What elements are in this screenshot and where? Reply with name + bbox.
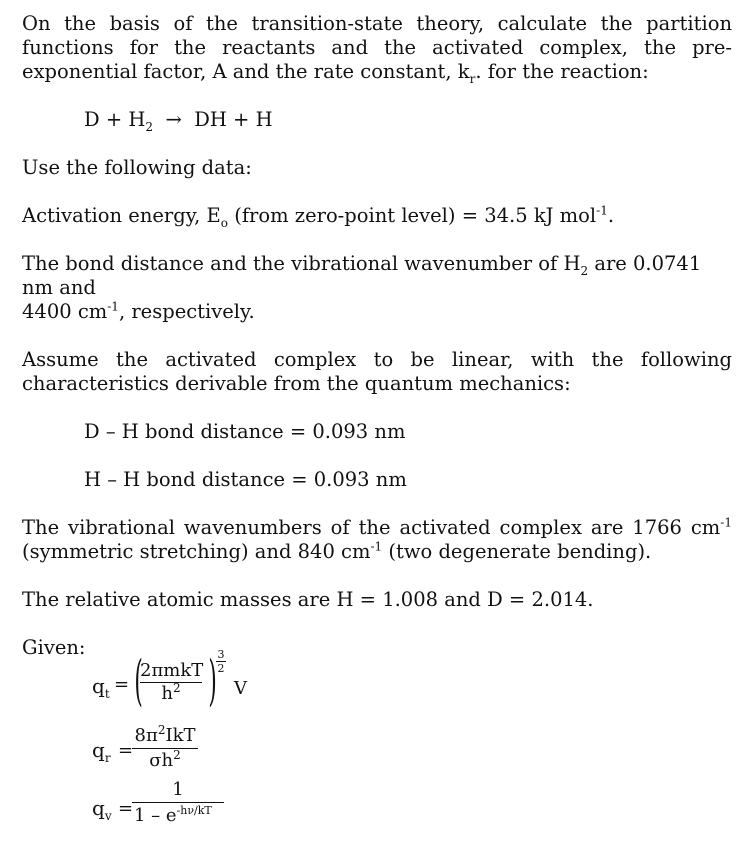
bond-text-2: are 0.0741 nm and [22,252,702,299]
qv-den-text: 1 – e [134,805,177,826]
qr-fraction [132,724,198,773]
qt-subscript: t [104,687,110,701]
bond-text-4: , respectively. [118,300,255,323]
qt-exponent [216,648,226,675]
activation-middle: (from zero-point level) = 34.5 kJ mol [228,204,597,227]
problem-text [22,12,732,684]
qt-exp-denominator: 2 [217,662,225,675]
qr-den-text: σh [149,750,174,771]
hh-bond-line: H – H bond distance = 0.093 nm [84,468,407,491]
bond-superscript: -1 [107,299,119,314]
qt-lhs [92,674,110,701]
intro-text: On the basis of the transition-state theory, calculate the partition functions for the reactants and the activated complex, the pre-exponential factor, A and the rate constant, k [22,12,732,83]
qr-subscript: r [104,751,111,765]
vib-text-3: (two degenerate bending). [382,540,652,563]
qv-equals: = [118,798,134,819]
masses-line: The relative atomic masses are H = 1.008 and D = 2.014. [22,588,594,611]
qr-den-superscript: 2 [173,748,181,762]
qt-equals: = [114,674,130,695]
qr-num-superscript: 2 [157,723,166,737]
rate-constant-subscript: r [469,71,476,86]
vib-superscript-1: -1 [720,515,732,530]
qv-numerator: 1 [172,779,184,800]
vib-text-1: The vibrational wavenumbers of the activated complex are 1766 cm [22,516,721,539]
vib-text-2: (symmetric stretching) and 840 cm [22,540,371,563]
qr-equals: = [118,740,134,761]
reaction-rhs: DH + H [194,108,273,131]
qt-right-paren: ) [208,649,217,712]
reaction-arrow: → [165,108,182,131]
qt-den-superscript: 2 [172,681,181,695]
assume-paragraph: Assume the activated complex to be linear, with the following characteristics derivable from the quantum mechanics: [22,348,732,395]
qv-subscript: v [104,809,112,823]
vibration-paragraph [22,516,732,564]
dh-bond-line: D – H bond distance = 0.093 nm [84,420,406,443]
qt-left-paren: ( [134,649,143,712]
qr-num-text: 8π [134,725,158,746]
bond-paragraph [22,252,732,324]
use-data-line: Use the following data: [22,156,252,179]
qv-lhs [92,796,112,823]
bond-subscript: 2 [580,263,589,278]
reaction-lhs-subscript: 2 [145,119,154,134]
bond-text-3: 4400 cm [22,300,108,323]
qr-num-tail: IkT [165,725,196,746]
reaction-lhs: D + H [84,108,146,131]
qt-den-text: h [161,683,173,704]
qv-den-superscript: -hν/kT [176,804,212,817]
qt-exp-numerator: 3 [217,648,225,661]
activation-energy-line [22,204,732,228]
qr-lhs [92,738,111,765]
qr-numerator [132,724,198,748]
qr-symbol: q [92,738,105,762]
activation-superscript: -1 [596,203,608,218]
reaction-equation [22,108,732,132]
formula-qv [92,778,292,838]
qt-numerator: 2πmkT [140,660,204,681]
qt-fraction [140,660,202,705]
qv-denominator [132,802,224,829]
activation-subscript: o [220,215,229,230]
formula-qr [92,720,292,780]
activation-text: Activation energy, E [22,204,221,227]
qv-fraction [132,778,224,829]
qt-denominator [140,682,202,705]
intro-tail: . for the reaction: [475,60,649,83]
qt-volume: V [234,678,247,699]
intro-paragraph [22,12,732,84]
qt-symbol: q [92,674,105,698]
activation-tail: . [607,204,615,227]
given-label: Given: [22,636,86,659]
bond-text-1: The bond distance and the vibrational wavenumber of H [22,252,581,275]
qr-denominator [132,748,198,773]
qv-symbol: q [92,796,105,820]
vib-superscript-2: -1 [370,539,383,554]
formula-qt [92,648,312,718]
